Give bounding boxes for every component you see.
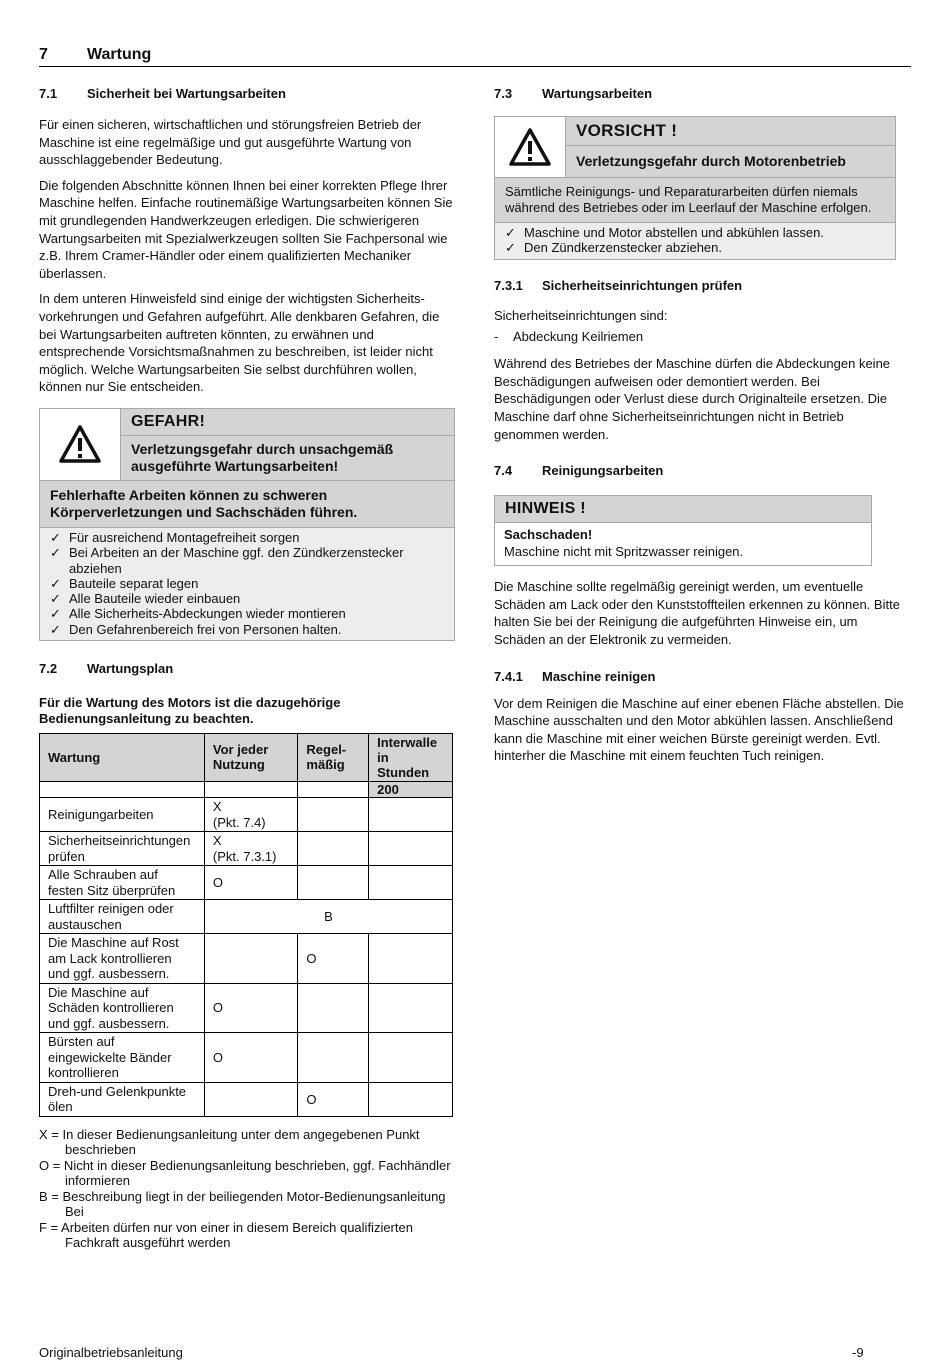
table-cell: O <box>204 1033 298 1083</box>
danger-measures-list <box>40 527 454 640</box>
table-cell: Sicherheitseinrichtungen prüfen <box>40 832 205 866</box>
paragraph: In dem unteren Hinweisfeld sind einige der wichtigsten Sicherheits-vorkehrungen und Gefahren aufgeführt. Alle denkbaren Gefahren, die bei Wartungsarbeiten auftreten könnten, zu erwähnen und entsprechende Vorsichtsmaßnahmen zu beschreiben, ist leider nicht möglich. Welche Wartungsarbeiten Sie selbst durchführen wollen, können nur Sie entscheiden. <box>39 291 440 395</box>
warning-triangle-icon <box>40 409 121 480</box>
table-cell: O <box>204 983 298 1033</box>
section-title: Sicherheit bei Wartungsarbeiten <box>87 86 286 101</box>
legend-item: X = In dieser Bedienungsanleitung unter dem angegebenen Punkt beschrieben <box>39 1126 420 1158</box>
paragraph: Vor dem Reinigen die Maschine auf einer ebenen Fläche abstellen. Die Maschine ausschalten und den Motor abkühlen lassen. Anschließend kann die Maschine mit einer weichen Bürste gereinigt werden. Evtl. hinterher die Maschine mit einem feuchten Tuch reinigen. <box>494 695 904 764</box>
chapter-title: Wartung <box>87 46 152 63</box>
section-title: Reinigungsarbeiten <box>542 463 664 479</box>
table-cell: Bürsten auf eingewickelte Bänder kontrollieren <box>40 1033 205 1083</box>
section-7-2-heading <box>39 661 455 677</box>
checkmark-icon: ✓ <box>505 240 516 256</box>
list-item-text: Bei Arbeiten an der Maschine ggf. den Zündkerzenstecker abziehen <box>69 545 404 576</box>
table-cell: Alle Schrauben auf festen Sitz überprüfen <box>40 866 205 900</box>
caution-text: Sämtliche Reinigungs- und Reparaturarbeiten dürfen niemals während des Betriebes oder im Leerlauf der Maschine erfolgen. <box>495 177 895 222</box>
table-cell <box>204 934 298 984</box>
column-header: Interwalle in Stunden <box>369 733 453 781</box>
table-cell: Reinigungarbeiten <box>40 798 205 832</box>
section-title: Wartungsplan <box>87 660 174 676</box>
table-cell <box>298 832 369 866</box>
caution-box <box>494 116 896 260</box>
table-row <box>40 798 453 832</box>
paragraph: Die Maschine sollte regelmäßig gereinigt werden, um eventuelle Schäden am Lack oder den Kunststoffteilen erkennen zu können. Bitte halten Sie bei der Reinigung die aufgeführten Hinweise ein, um Schäden an der Elektronik zu vermeiden. <box>494 579 900 647</box>
list-item-text: Alle Bauteile wieder einbauen <box>69 591 241 607</box>
checkmark-icon: ✓ <box>50 529 61 545</box>
list-item <box>505 225 885 240</box>
checkmark-icon: ✓ <box>50 575 61 591</box>
section-number: 7.1 <box>39 86 58 101</box>
table-subheader-row <box>40 781 453 798</box>
section-number: 7.4.1 <box>494 668 523 684</box>
checkmark-icon: ✓ <box>50 545 61 561</box>
section-7-1-heading <box>39 86 455 102</box>
caution-signal-word: VORSICHT ! <box>566 117 895 146</box>
maintenance-intro: Für die Wartung des Motors ist die dazugehörige Bedienungsanleitung zu beachten. <box>39 694 341 726</box>
table-row <box>40 1082 453 1116</box>
table-cell: X (Pkt. 7.4) <box>204 798 298 832</box>
column-header: Wartung <box>40 733 205 781</box>
table-cell <box>298 798 369 832</box>
table-cell: Luftfilter reinigen oder austauschen <box>40 900 205 934</box>
table-cell <box>298 781 369 798</box>
column-header: Regel-mäßig <box>298 733 369 781</box>
section-7-4-heading <box>494 463 906 479</box>
table-cell <box>40 781 205 798</box>
list-item <box>50 606 444 621</box>
checkmark-icon: ✓ <box>505 225 516 240</box>
table-cell <box>298 1033 369 1083</box>
danger-subtitle: Verletzungsgefahr durch unsachgemäß ausgeführte Wartungsarbeiten! <box>121 436 454 480</box>
table-cell <box>369 866 453 900</box>
paragraph: Sicherheitseinrichtungen sind: <box>494 307 668 323</box>
footer-document-title: Originalbetriebsanleitung <box>39 1345 183 1360</box>
table-cell <box>204 1082 298 1116</box>
chapter-header <box>39 46 911 67</box>
column-header: Vor jeder Nutzung <box>204 733 298 781</box>
right-column <box>494 86 906 773</box>
table-row <box>40 866 453 900</box>
section-title: Sicherheitseinrichtungen prüfen <box>542 277 743 293</box>
legend-item: B = Beschreibung liegt in der beiliegenden Motor-Bedienungsanleitung Bei <box>39 1188 446 1220</box>
table-cell <box>204 781 298 798</box>
list-item <box>50 545 444 576</box>
table-cell: O <box>298 1082 369 1116</box>
list-item-text: Für ausreichend Montagefreiheit sorgen <box>69 529 300 545</box>
list-item-text: Abdeckung Keilriemen <box>513 329 644 345</box>
section-number: 7.3.1 <box>494 277 523 293</box>
paragraph: Während des Betriebes der Maschine dürfen die Abdeckungen keine Beschädigungen aufweisen oder demontiert werden. Bei Beschädigungen oder Verlust diese durch Originalteile ersetzen. Die Maschine darf ohne Sicherheitseinrichtungen nicht in Betrieb genommen werden. <box>494 356 891 442</box>
section-7-4-1-heading <box>494 669 906 685</box>
list-item-text: Den Zündkerzenstecker abziehen. <box>524 240 723 256</box>
checkmark-icon: ✓ <box>50 591 61 607</box>
list-item <box>50 622 444 637</box>
table-cell <box>369 798 453 832</box>
table-cell: Dreh-und Gelenkpunkte ölen <box>40 1082 205 1116</box>
table-cell <box>298 983 369 1033</box>
table-row <box>40 983 453 1033</box>
warning-triangle-icon <box>495 117 566 177</box>
table-cell <box>369 1033 453 1083</box>
table-cell <box>369 983 453 1033</box>
safety-device-item <box>494 328 906 345</box>
table-cell <box>298 866 369 900</box>
section-7-3-heading <box>494 86 906 102</box>
list-item-text: Den Gefahrenbereich frei von Personen halten. <box>69 621 342 637</box>
maintenance-plan-table <box>39 733 453 1117</box>
table-cell: B <box>204 900 452 934</box>
table-legend <box>39 1127 455 1251</box>
paragraph: Für einen sicheren, wirtschaftlichen und störungsfreien Betrieb der Maschine ist eine regelmäßige und gut ausgeführte Wartung von ausschlaggebender Bedeutung. <box>39 117 422 168</box>
table-row <box>40 934 453 984</box>
table-row <box>40 900 453 934</box>
list-item-text: Alle Sicherheits-Abdeckungen wieder montieren <box>69 606 346 622</box>
notice-title: Sachschaden! <box>504 527 593 543</box>
chapter-number: 7 <box>39 46 48 63</box>
section-number: 7.2 <box>39 660 58 676</box>
caution-measures-list <box>495 222 895 259</box>
notice-signal-word: HINWEIS ! <box>495 496 871 523</box>
checkmark-icon: ✓ <box>50 606 61 622</box>
table-cell <box>369 934 453 984</box>
section-title: Wartungsarbeiten <box>542 86 653 101</box>
notice-box <box>494 495 872 566</box>
table-cell: Die Maschine auf Rost am Lack kontrollieren und ggf. ausbessern. <box>40 934 205 984</box>
table-cell: O <box>298 934 369 984</box>
notice-text: Maschine nicht mit Spritzwasser reinigen. <box>504 544 744 560</box>
legend-item: F = Arbeiten dürfen nur von einer in diesem Bereich qualifizierten Fachkraft ausgeführt werden <box>39 1219 413 1251</box>
section-number: 7.3 <box>494 86 513 101</box>
table-cell <box>369 1082 453 1116</box>
list-item-text: Maschine und Motor abstellen und abkühlen lassen. <box>524 225 824 240</box>
caution-subtitle: Verletzungsgefahr durch Motorenbetrieb <box>566 146 895 177</box>
section-number: 7.4 <box>494 463 513 479</box>
table-cell <box>369 832 453 866</box>
table-row <box>40 1033 453 1083</box>
danger-signal-word: GEFAHR! <box>121 409 454 436</box>
list-item <box>50 576 444 591</box>
section-title: Maschine reinigen <box>542 668 656 684</box>
left-column <box>39 86 455 1251</box>
danger-consequence: Fehlerhafte Arbeiten können zu schweren Körperverletzungen und Sachschäden führen. <box>40 480 454 527</box>
interval-hours: 200 <box>369 781 453 798</box>
table-header-row <box>40 733 453 781</box>
page-number: -9 <box>852 1345 864 1360</box>
section-7-3-1-heading <box>494 278 906 294</box>
list-item <box>50 591 444 606</box>
table-cell: X (Pkt. 7.3.1) <box>204 832 298 866</box>
paragraph: Die folgenden Abschnitte können Ihnen bei einer korrekten Pflege Ihrer Maschine helfen. Einfache routinemäßige Wartungsarbeiten können Sie mit grundlegenden Handwerkzeugen erledigen. Die schwierigeren Wartungsarbeiten mit Spezialwerkzeugen sollten Sie Fachpersonal wie z.B. Ihrem Cramer-Händler oder einem qualifizierten Mechaniker überlassen. <box>39 177 453 281</box>
list-item-text: Bauteile separat legen <box>69 575 199 591</box>
table-row <box>40 832 453 866</box>
legend-item: O = Nicht in dieser Bedienungsanleitung beschrieben, ggf. Fachhändler informieren <box>39 1157 451 1189</box>
list-item <box>505 240 885 255</box>
dash-bullet: - <box>494 329 499 345</box>
list-item <box>50 530 444 545</box>
checkmark-icon: ✓ <box>50 621 61 637</box>
table-cell: Die Maschine auf Schäden kontrollieren und ggf. ausbessern. <box>40 983 205 1033</box>
danger-box <box>39 408 455 641</box>
table-cell: O <box>204 866 298 900</box>
